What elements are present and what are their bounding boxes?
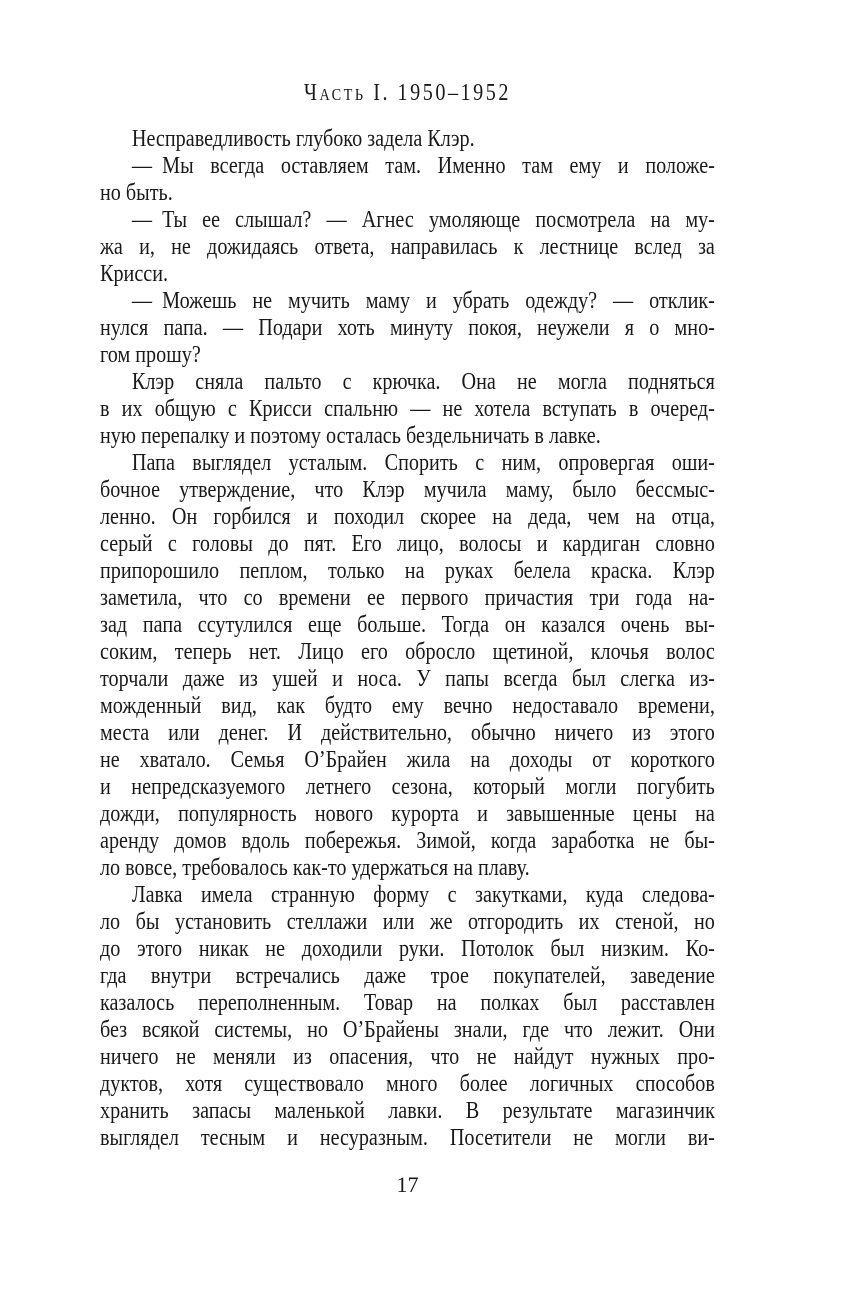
text-line: гда внутри встречались даже трое покупателей, заведение <box>100 963 715 989</box>
page-number: 17 <box>396 1172 419 1197</box>
text-line: ную перепалку и поэтому осталась бездельничать в лавке. <box>100 423 601 449</box>
text-line: соким, теперь нет. Лицо его обросло щетиной, клочья волос <box>100 639 715 665</box>
text-line: Несправедливость глубоко задела Клэр. <box>131 126 475 152</box>
text-line: места или денег. И действительно, обычно ничего из этого <box>100 720 715 746</box>
text-block <box>100 126 715 1152</box>
text-line: торчали даже из ушей и носа. У папы всегда был слегка из- <box>100 666 715 692</box>
text-line: хранить запасы маленькой лавки. В результате магазинчик <box>100 1098 715 1124</box>
text-line: — Можешь не мучить маму и убрать одежду? — отклик- <box>131 288 715 314</box>
text-line: — Мы всегда оставляем там. Именно там ему и положе- <box>131 153 715 179</box>
text-line: — Ты ее слышал? — Агнес умоляюще посмотрела на му- <box>131 207 715 233</box>
text-line: заметила, что со времени ее первого причастия три года на- <box>100 585 715 611</box>
text-line: Клэр сняла пальто с крючка. Она не могла подняться <box>131 369 715 395</box>
text-line: но быть. <box>100 180 173 206</box>
text-line: дуктов, хотя существовало много более логичных способов <box>100 1071 715 1097</box>
text-line: не хватало. Семья О’Брайен жила на доходы от короткого <box>100 747 715 773</box>
text-line: ло бы установить стеллажи или же отгородить их стеной, но <box>100 909 715 935</box>
text-line: ло вовсе, требовалось как-то удержаться на плаву. <box>100 855 530 881</box>
text-line: гом прошу? <box>100 342 201 368</box>
text-line: в их общую с Крисси спальню — не хотела вступать в очеред- <box>100 396 715 422</box>
text-line: зад папа ссутулился еще больше. Тогда он казался очень вы- <box>100 612 715 638</box>
text-line: припорошило пеплом, только на руках белела краска. Клэр <box>100 558 715 584</box>
text-line: можденный вид, как будто ему вечно недоставало времени, <box>100 693 715 719</box>
text-line: до этого никак не доходили руки. Потолок был низким. Ко- <box>100 936 715 962</box>
text-line: без всякой системы, но О’Брайены знали, где что лежит. Они <box>100 1017 715 1043</box>
text-line: казалось переполненным. Товар на полках был расставлен <box>100 990 715 1016</box>
text-line: бочное утверждение, что Клэр мучила маму, было бессмыс- <box>100 477 715 503</box>
text-line: выглядел тесным и несуразным. Посетители не могли ви- <box>100 1125 715 1151</box>
text-line: Крисси. <box>100 261 169 287</box>
text-line: жа и, не дожидаясь ответа, направилась к лестнице вслед за <box>100 234 715 260</box>
text-line: Лавка имела странную форму с закутками, куда следова- <box>131 882 715 908</box>
text-line: и непредсказуемого летнего сезона, который могли погубить <box>100 774 715 800</box>
text-line: Папа выглядел усталым. Спорить с ним, опровергая оши- <box>131 450 715 476</box>
text-line: ленно. Он горбился и походил скорее на деда, чем на отца, <box>100 504 715 530</box>
chapter-header: Часть I. 1950–1952 <box>303 80 511 106</box>
text-line: дожди, популярность нового курорта и завышенные цены на <box>100 801 715 827</box>
text-line: нулся папа. — Подари хоть минуту покоя, неужели я о мно- <box>100 315 715 341</box>
text-line: аренду домов вдоль побережья. Зимой, когда заработка не бы- <box>100 828 715 854</box>
text-line: ничего не меняли из опасения, что не найдут нужных про- <box>100 1044 715 1070</box>
text-line: серый с головы до пят. Его лицо, волосы и кардиган словно <box>100 531 715 557</box>
